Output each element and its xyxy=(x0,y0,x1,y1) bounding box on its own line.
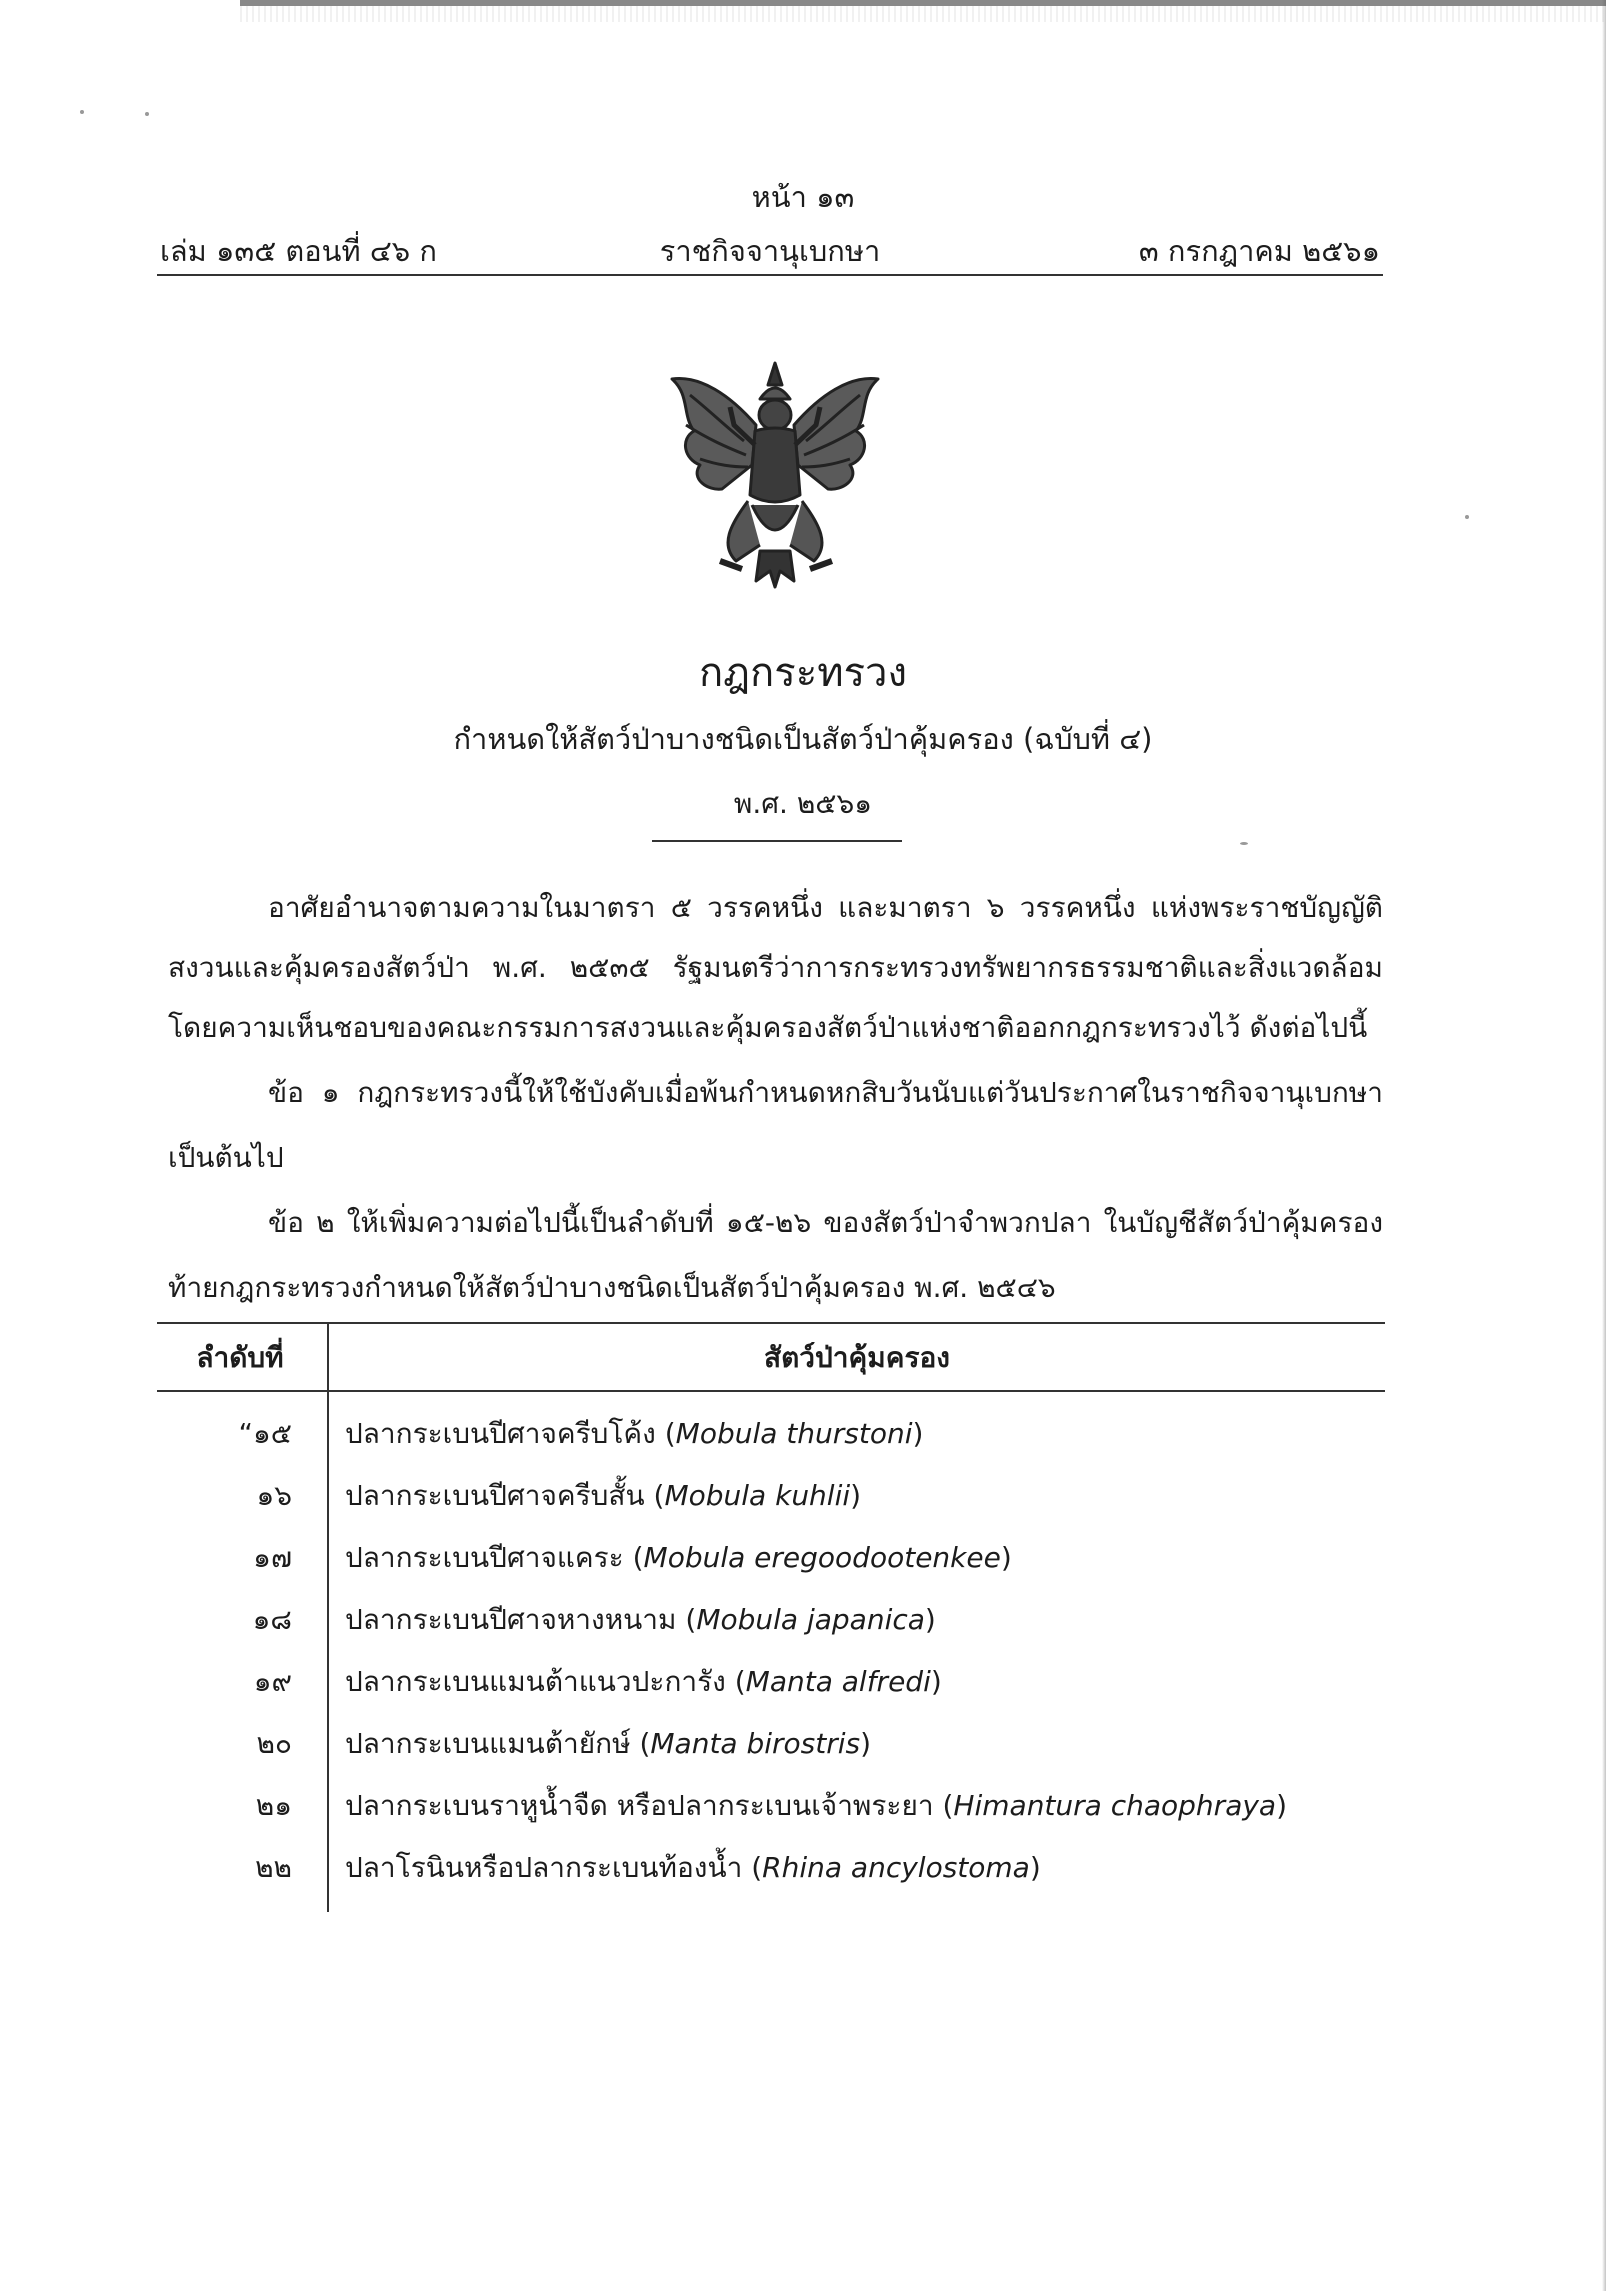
species-name: ปลากระเบนปีศาจครีบสั้น (Mobula kuhlii) xyxy=(345,1479,862,1512)
clause-1-line-1: ข้อ ๑ กฎกระทรวงนี้ให้ใช้บังคับเมื่อพ้นกำหนดหกสิบวันนับแต่วันประกาศในราชกิจจานุเบกษา xyxy=(268,1076,1383,1109)
document-title: กฎกระทรวง xyxy=(698,650,908,696)
species-name: ปลากระเบนราหูน้ำจืด หรือปลากระเบนเจ้าพระยา (Himantura chaophraya) xyxy=(345,1789,1288,1822)
scan-speck xyxy=(1465,515,1469,519)
species-name: ปลากระเบนปีศาจหางหนาม (Mobula japanica) xyxy=(345,1603,936,1636)
scan-speck xyxy=(145,112,149,116)
document-subtitle: กำหนดให้สัตว์ป่าบางชนิดเป็นสัตว์ป่าคุ้มครอง (ฉบับที่ ๔) xyxy=(453,722,1153,756)
header-divider xyxy=(157,274,1383,276)
preamble-line-2: สงวนและคุ้มครองสัตว์ป่า พ.ศ. ๒๕๓๕ รัฐมนตรีว่าการกระทรวงทรัพยากรธรรมชาติและสิ่งแวดล้อม xyxy=(168,951,1383,984)
species-name: ปลาโรนินหรือปลากระเบนท้องน้ำ (Rhina ancylostoma) xyxy=(345,1851,1041,1884)
gazette-name: ราชกิจจานุเบกษา xyxy=(659,234,881,268)
row-number: ๑๗ xyxy=(253,1541,292,1574)
preamble-line-1: อาศัยอำนาจตามความในมาตรา ๕ วรรคหนึ่ง และมาตรา ๖ วรรคหนึ่ง แห่งพระราชบัญญัติ xyxy=(268,891,1383,924)
row-number: ๒๑ xyxy=(255,1789,292,1822)
clause-2-line-1: ข้อ ๒ ให้เพิ่มความต่อไปนี้เป็นลำดับที่ ๑๕-๒๖ ของสัตว์ป่าจำพวกปลา ในบัญชีสัตว์ป่าคุ้มครอง xyxy=(268,1206,1383,1239)
document-year: พ.ศ. ๒๕๖๑ xyxy=(733,787,873,820)
row-number: ๒๒ xyxy=(255,1851,292,1884)
scan-artifact-right xyxy=(1602,0,1606,2291)
species-name: ปลากระเบนแมนต้ายักษ์ (Manta birostris) xyxy=(345,1727,872,1760)
scan-speck xyxy=(80,110,84,114)
species-name: ปลากระเบนปีศาจแคระ (Mobula eregoodootenkee) xyxy=(345,1541,1012,1574)
species-name: ปลากระเบนแมนต้าแนวปะการัง (Manta alfredi) xyxy=(345,1665,942,1698)
row-number: ๑๙ xyxy=(253,1665,292,1698)
table-header-number: ลำดับที่ xyxy=(196,1341,284,1374)
garuda-emblem-icon xyxy=(660,355,890,595)
row-number: “๑๕ xyxy=(238,1417,292,1450)
row-number: ๑๘ xyxy=(252,1603,292,1636)
scan-speck xyxy=(1240,842,1248,845)
scan-artifact-top xyxy=(240,0,1606,22)
table-top-rule xyxy=(157,1322,1385,1324)
table-column-divider xyxy=(327,1322,329,1912)
clause-1-line-2: เป็นต้นไป xyxy=(168,1141,284,1174)
title-divider xyxy=(652,840,902,842)
row-number: ๑๖ xyxy=(256,1479,292,1512)
volume-issue: เล่ม ๑๓๕ ตอนที่ ๔๖ ก xyxy=(160,234,437,268)
table-header-rule xyxy=(157,1390,1385,1392)
publication-date: ๓ กรกฎาคม ๒๕๖๑ xyxy=(1138,234,1380,268)
clause-2-line-2: ท้ายกฎกระทรวงกำหนดให้สัตว์ป่าบางชนิดเป็นสัตว์ป่าคุ้มครอง พ.ศ. ๒๕๔๖ xyxy=(168,1271,1056,1304)
row-number: ๒๐ xyxy=(256,1727,292,1760)
page-number: หน้า ๑๓ xyxy=(751,180,855,214)
species-name: ปลากระเบนปีศาจครีบโค้ง (Mobula thurstoni) xyxy=(345,1417,924,1450)
preamble-line-3: โดยความเห็นชอบของคณะกรรมการสงวนและคุ้มครองสัตว์ป่าแห่งชาติออกกฎกระทรวงไว้ ดังต่อไปนี้ xyxy=(168,1011,1368,1044)
table-header-species: สัตว์ป่าคุ้มครอง xyxy=(764,1341,950,1374)
